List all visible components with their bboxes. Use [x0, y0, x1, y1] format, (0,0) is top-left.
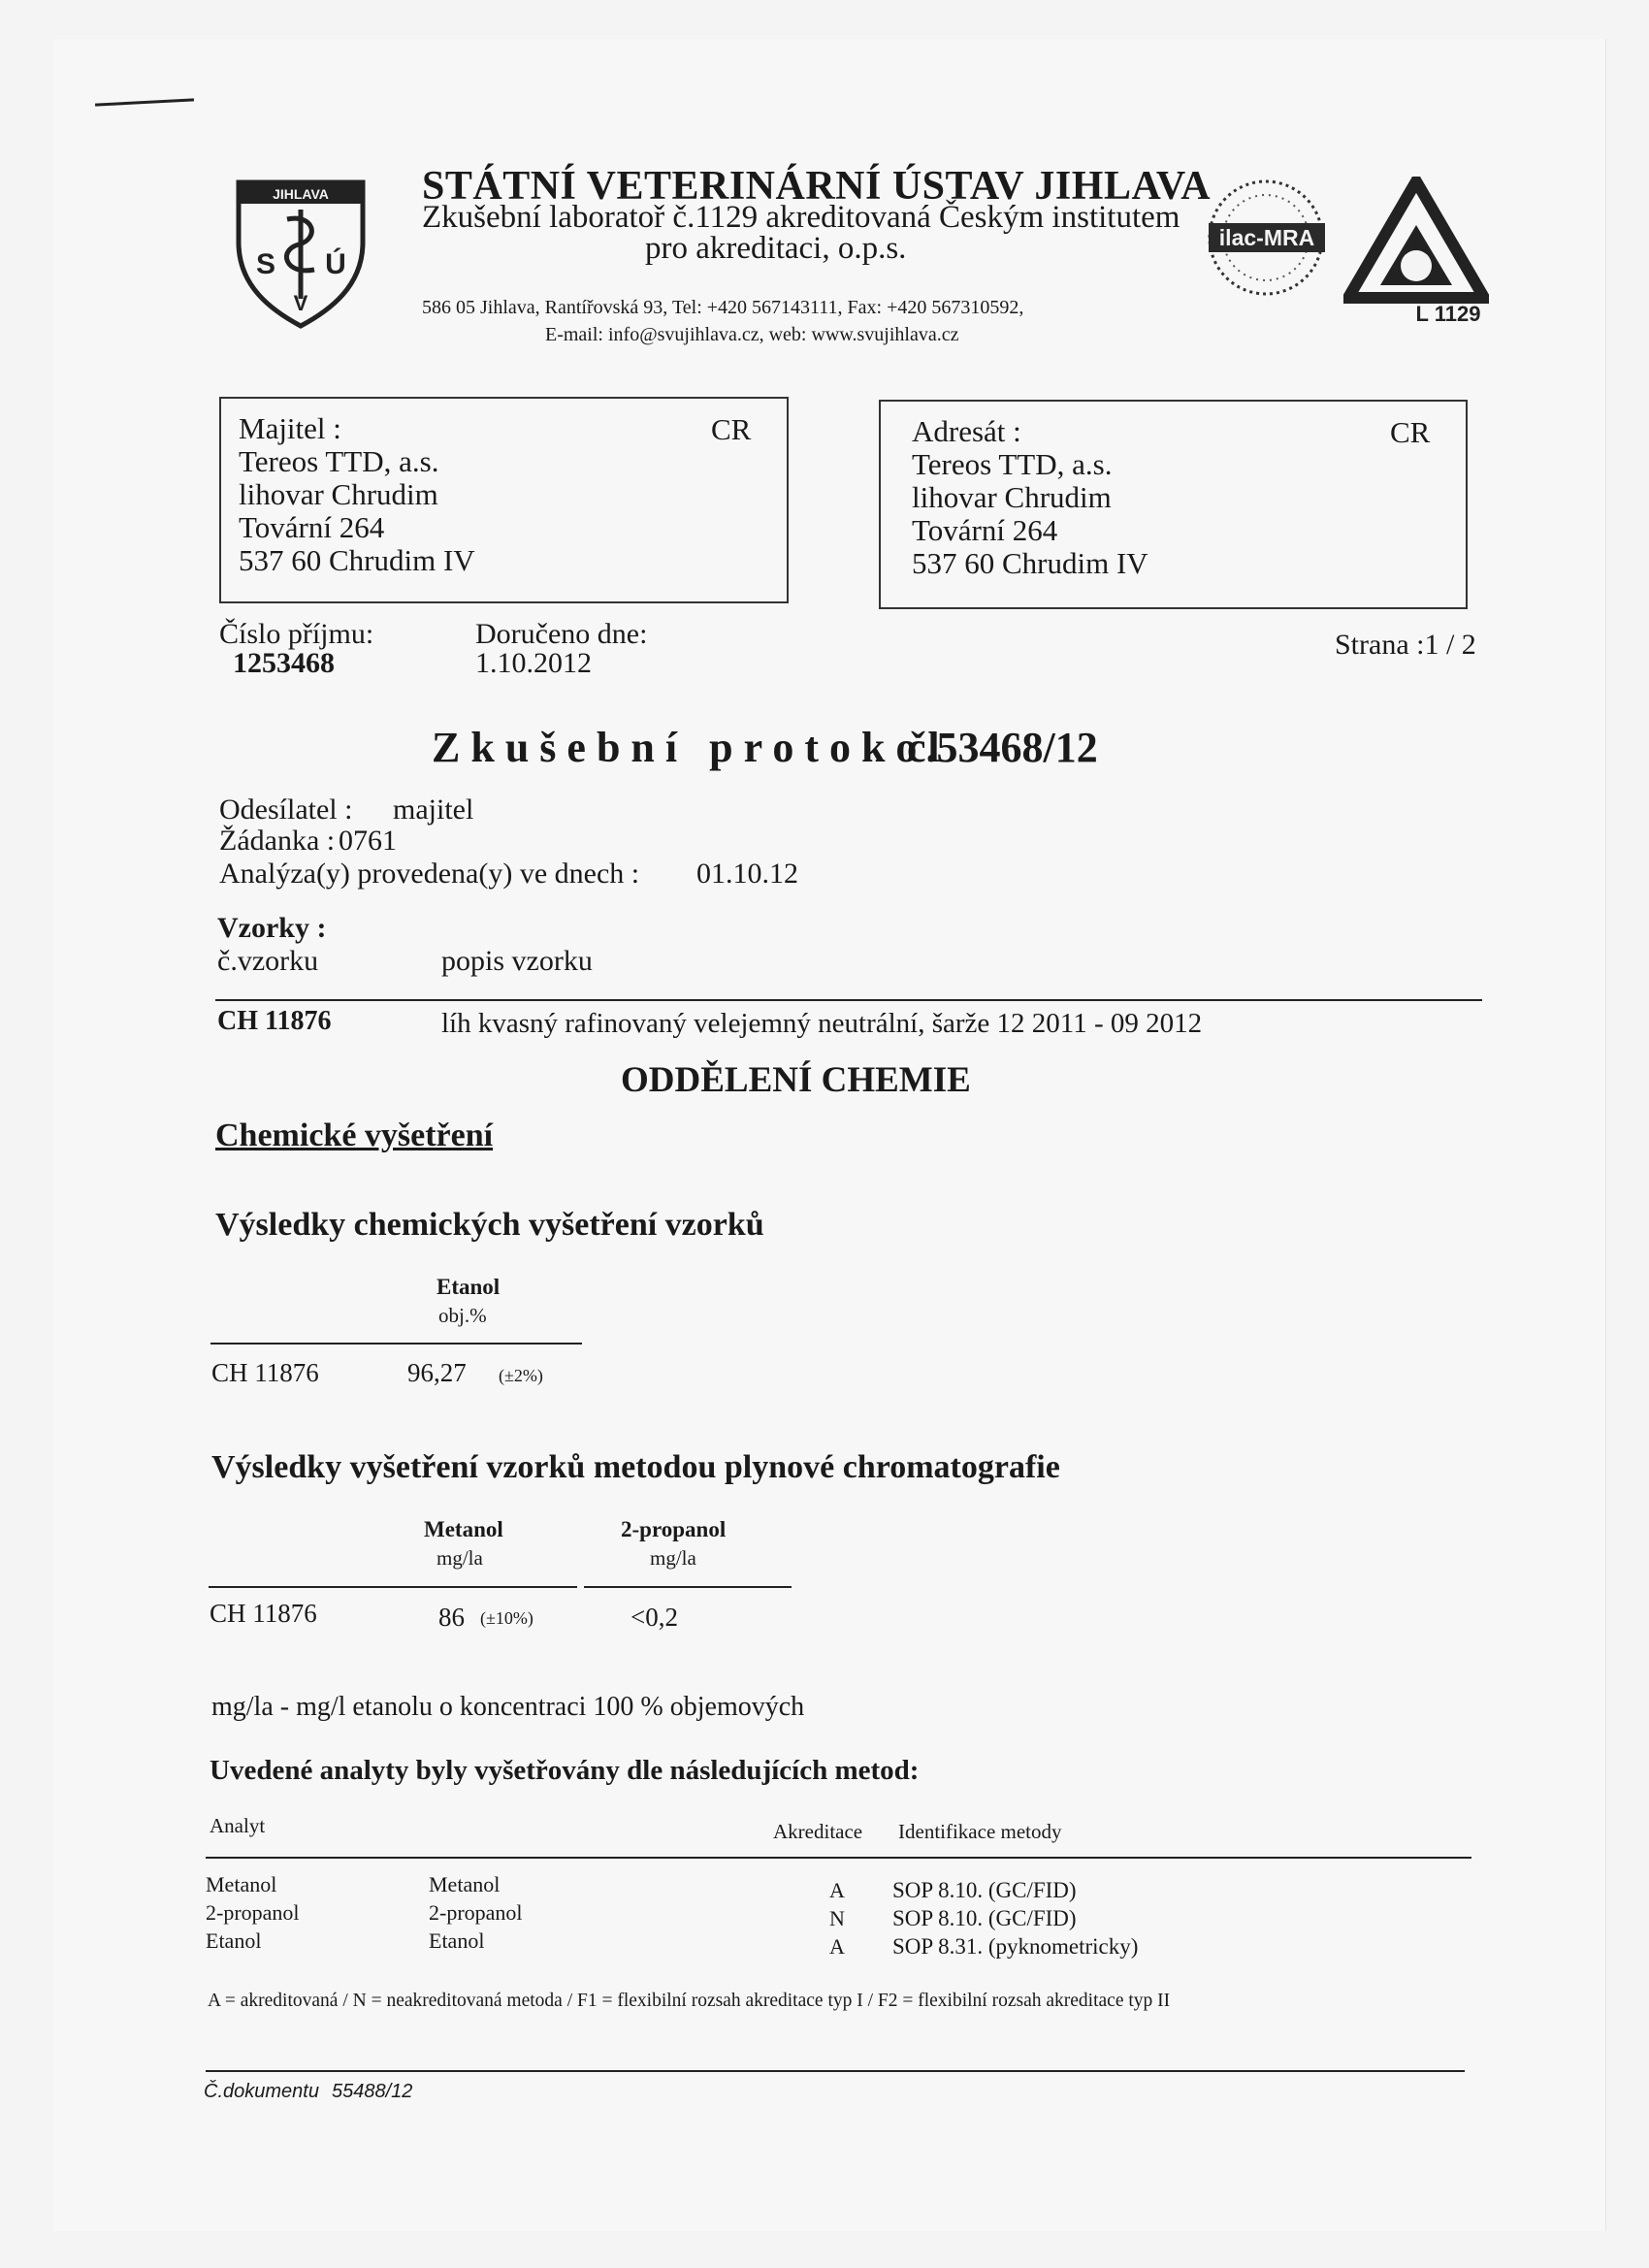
addressee-box [879, 400, 1468, 609]
request-label: Žádanka : [219, 825, 336, 857]
method-analyte-name: Metanol [429, 1872, 501, 1896]
ethanol-uncertainty: (±2%) [499, 1366, 543, 1385]
addressee-line: Tovární 264 [912, 513, 1058, 547]
svu-shield-logo [233, 175, 369, 330]
sender-value: majitel [393, 794, 474, 826]
method-accreditation-list [829, 1876, 845, 1960]
methods-divider [206, 1857, 1471, 1859]
sample-number-header: č.vzorku [217, 945, 319, 977]
addressee-code: CR [1390, 415, 1431, 449]
document-number: 55488/12 [332, 2081, 413, 2102]
propanol-value: <0,2 [630, 1603, 678, 1632]
owner-box [219, 397, 789, 603]
analysis-label: Analýza(y) provedena(y) ve dnech : [219, 858, 640, 890]
analysis-date: 01.10.12 [696, 858, 798, 890]
method-analyte-name: Etanol [429, 1928, 485, 1953]
cai-accreditation-logo [1343, 177, 1489, 327]
delivered-label: Doručeno dne: [475, 618, 648, 650]
department-heading: ODDĚLENÍ CHEMIE [621, 1060, 971, 1100]
method-accreditation: A [829, 1934, 845, 1959]
method-analyte-name: 2-propanol [429, 1900, 523, 1925]
analyte-col-header: Analyt [210, 1814, 266, 1837]
logo-bottom-letter: V [293, 291, 308, 315]
method-id: SOP 8.10. (GC/FID) [892, 1878, 1077, 1902]
addressee-line: Tereos TTD, a.s. [912, 447, 1113, 481]
chem-table-divider [210, 1343, 582, 1345]
cai-number: L 1129 [1415, 302, 1481, 326]
method-id: SOP 8.31. (pyknometricky) [892, 1934, 1139, 1959]
chem-row-id: CH 11876 [211, 1358, 319, 1387]
method-analyte-name-list [429, 1870, 523, 1955]
gc-results-heading: Výsledky vyšetření vzorků metodou plynové chromatografie [211, 1449, 1060, 1485]
owner-code: CR [711, 412, 752, 446]
gc-table-divider-1 [209, 1586, 577, 1588]
owner-label: Majitel : [239, 411, 341, 445]
owner-line: 537 60 Chrudim IV [239, 543, 475, 577]
ethanol-col-header: Etanol [436, 1275, 501, 1299]
propanol-col-unit: mg/la [650, 1546, 696, 1570]
methods-legend: A = akreditovaná / N = neakreditovaná metoda / F1 = flexibilní rozsah akreditace typ I / F2 = flexibilní rozsah akreditace typ II [208, 1991, 1171, 2011]
methanol-col-header: Metanol [424, 1517, 503, 1541]
unit-note: mg/la - mg/l etanolu o koncentraci 100 % objemových [211, 1692, 805, 1722]
method-analyte: Metanol [206, 1872, 277, 1896]
lab-line-1: Zkušební laboratoř č.1129 akreditovaná Českým institutem [422, 200, 1180, 235]
method-analyte: 2-propanol [206, 1900, 300, 1925]
method-accreditation: A [829, 1878, 845, 1902]
owner-line: lihovar Chrudim [239, 477, 438, 511]
ethanol-value: 96,27 [407, 1358, 467, 1387]
method-id: SOP 8.10. (GC/FID) [892, 1906, 1077, 1930]
method-accreditation: N [829, 1906, 845, 1930]
propanol-col-header: 2-propanol [621, 1517, 727, 1541]
addressee-line: 537 60 Chrudim IV [912, 546, 1148, 580]
protocol-number: č.53468/12 [907, 724, 1098, 771]
lab-line-2: pro akreditaci, o.p.s. [645, 231, 907, 266]
method-analyte-list [206, 1870, 300, 1955]
logo-top-text: JIHLAVA [273, 186, 329, 202]
section-heading: Chemické vyšetření [215, 1118, 494, 1153]
ilac-text: ilac-MRA [1218, 225, 1315, 250]
owner-line: Tereos TTD, a.s. [239, 444, 439, 478]
sender-label: Odesílatel : [219, 794, 353, 826]
logo-right-letter: Ú [325, 248, 346, 280]
footer-divider [206, 2070, 1465, 2072]
ethanol-col-unit: obj.% [438, 1304, 487, 1327]
sample-description: líh kvasný rafinovaný velejemný neutrální, šarže 12 2011 - 09 2012 [441, 1008, 1203, 1039]
owner-line: Tovární 264 [239, 510, 385, 544]
method-col-header: Identifikace metody [898, 1820, 1062, 1843]
request-value: 0761 [339, 825, 397, 857]
sample-id: CH 11876 [217, 1006, 332, 1036]
accreditation-col-header: Akreditace [773, 1820, 863, 1843]
methods-heading: Uvedené analyty byly vyšetřovány dle následujících metod: [210, 1755, 920, 1786]
addressee-line: lihovar Chrudim [912, 480, 1112, 514]
receipt-label: Číslo příjmu: [219, 618, 374, 650]
methanol-col-unit: mg/la [436, 1546, 483, 1570]
samples-heading: Vzorky : [217, 912, 327, 944]
methanol-uncertainty: (±10%) [480, 1608, 534, 1628]
institute-contact: E-mail: info@svujihlava.cz, web: www.svujihlava.cz [545, 324, 959, 345]
gc-row-id: CH 11876 [210, 1599, 317, 1628]
receipt-number: 1253468 [233, 647, 335, 679]
samples-divider [215, 999, 1482, 1001]
institute-name: STÁTNÍ VETERINÁRNÍ ÚSTAV JIHLAVA [422, 164, 1212, 209]
protocol-title: Zkušební protokol [432, 724, 951, 771]
chem-results-heading: Výsledky chemických vyšetření vzorků [215, 1207, 764, 1243]
ilac-mra-logo [1201, 173, 1332, 304]
institute-address: 586 05 Jihlava, Rantířovská 93, Tel: +420 567143111, Fax: +420 567310592, [422, 297, 1024, 318]
document-number-label: Č.dokumentu [204, 2081, 319, 2102]
methanol-value: 86 [438, 1603, 465, 1632]
logo-left-letter: S [255, 248, 276, 280]
sample-desc-header: popis vzorku [441, 945, 593, 977]
addressee-label: Adresát : [912, 414, 1021, 448]
method-id-list [892, 1876, 1138, 1960]
page-number: Strana :1 / 2 [1335, 629, 1476, 661]
method-analyte: Etanol [206, 1928, 262, 1953]
delivered-date: 1.10.2012 [475, 647, 592, 679]
gc-table-divider-2 [584, 1586, 792, 1588]
